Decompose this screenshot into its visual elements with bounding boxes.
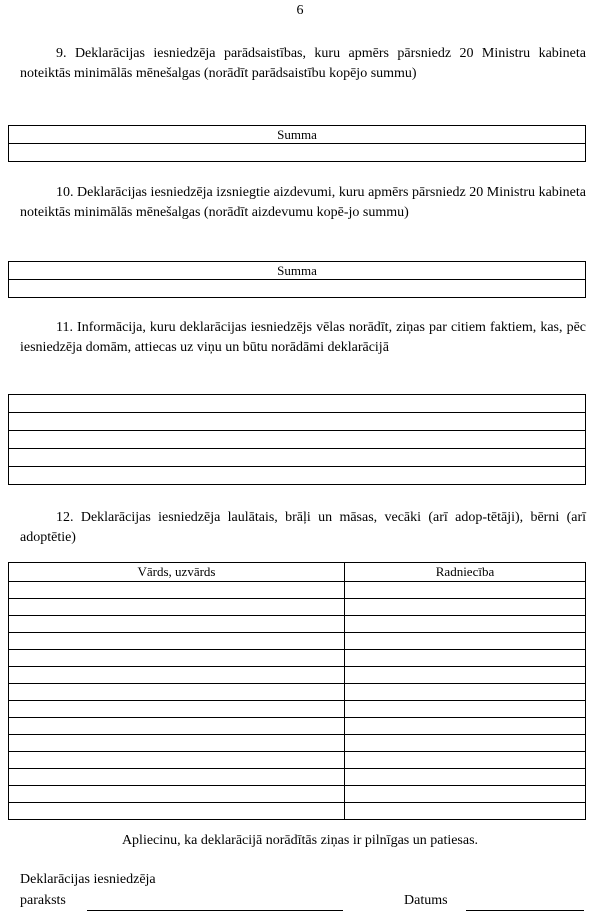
section-11-text	[20, 318, 586, 358]
section-11-lines-table	[8, 394, 586, 485]
table-row	[9, 718, 586, 735]
name-cell[interactable]	[9, 616, 345, 633]
table-row	[9, 599, 586, 616]
relation-cell[interactable]	[345, 701, 586, 718]
section-10-text	[20, 183, 586, 223]
name-cell[interactable]	[9, 582, 345, 599]
relatives-table	[8, 562, 586, 820]
table-row	[9, 684, 586, 701]
table-row	[9, 752, 586, 769]
section-11-line[interactable]	[9, 467, 586, 485]
name-cell[interactable]	[9, 701, 345, 718]
signature-field[interactable]	[87, 910, 343, 911]
relation-cell[interactable]	[345, 582, 586, 599]
name-cell[interactable]	[9, 650, 345, 667]
relation-cell[interactable]	[345, 650, 586, 667]
section-12-text	[20, 508, 586, 548]
table-row	[9, 769, 586, 786]
signature-label-line2: paraksts	[20, 893, 66, 908]
date-label: Datums	[404, 893, 448, 908]
table-row	[9, 786, 586, 803]
name-cell[interactable]	[9, 752, 345, 769]
relation-cell[interactable]	[345, 786, 586, 803]
section-9-sum-table	[8, 125, 586, 162]
name-cell[interactable]	[9, 599, 345, 616]
relation-cell[interactable]	[345, 633, 586, 650]
confirmation-text: Apliecinu, ka deklarācijā norādītās ziņas ir pilnīgas un patiesas.	[121, 833, 479, 848]
name-cell[interactable]	[9, 718, 345, 735]
name-cell[interactable]	[9, 786, 345, 803]
name-cell[interactable]	[9, 684, 345, 701]
table-row	[9, 803, 586, 820]
table-row	[9, 633, 586, 650]
name-cell[interactable]	[9, 667, 345, 684]
section-9-sum-field[interactable]	[9, 144, 586, 162]
name-cell[interactable]	[9, 735, 345, 752]
section-11-line[interactable]	[9, 449, 586, 467]
relation-cell[interactable]	[345, 803, 586, 820]
relation-cell[interactable]	[345, 684, 586, 701]
table-row	[9, 701, 586, 718]
section-11-paragraph: 11. Informācija, kuru deklarācijas iesniedzējs vēlas norādīt, ziņas par citiem faktiem, kas, pēc iesniedzēja domām, attiecas uz viņu un būtu norādāmi deklarācijā	[20, 320, 586, 355]
signature-label-line1: Deklarācijas iesniedzēja	[20, 872, 156, 887]
section-10-sum-header: Summa	[9, 262, 586, 280]
table-row	[9, 582, 586, 599]
table-row	[9, 616, 586, 633]
relation-cell[interactable]	[345, 599, 586, 616]
relation-cell[interactable]	[345, 769, 586, 786]
section-11-line[interactable]	[9, 431, 586, 449]
table-row	[9, 650, 586, 667]
table-row	[9, 735, 586, 752]
section-10-sum-field[interactable]	[9, 280, 586, 298]
section-9-text	[20, 44, 586, 84]
relation-cell[interactable]	[345, 752, 586, 769]
column-header-relation: Radniecība	[345, 563, 586, 582]
table-row	[9, 667, 586, 684]
name-cell[interactable]	[9, 633, 345, 650]
section-11-line[interactable]	[9, 413, 586, 431]
section-9-paragraph: 9. Deklarācijas iesniedzēja parādsaistības, kuru apmērs pārsniedz 20 Ministru kabineta noteiktās minimālās mēnešalgas (norādīt parādsaistību kopējo summu)	[20, 46, 586, 81]
relation-cell[interactable]	[345, 667, 586, 684]
section-10-paragraph: 10. Deklarācijas iesniedzēja izsniegtie aizdevumi, kuru apmērs pārsniedz 20 Ministru kabineta noteiktās minimālās mēnešalgas (norādīt aizdevumu kopē-jo summu)	[20, 185, 586, 220]
column-header-name: Vārds, uzvārds	[9, 563, 345, 582]
name-cell[interactable]	[9, 769, 345, 786]
relation-cell[interactable]	[345, 735, 586, 752]
relation-cell[interactable]	[345, 718, 586, 735]
section-11-line[interactable]	[9, 395, 586, 413]
section-12-paragraph: 12. Deklarācijas iesniedzēja laulātais, brāļi un māsas, vecāki (arī adop-tētāji), bērni (arī adoptētie)	[20, 510, 586, 545]
section-10-sum-table	[8, 261, 586, 298]
date-field[interactable]	[466, 910, 584, 911]
page-number: 6	[296, 3, 304, 18]
relation-cell[interactable]	[345, 616, 586, 633]
name-cell[interactable]	[9, 803, 345, 820]
section-9-sum-header: Summa	[9, 126, 586, 144]
